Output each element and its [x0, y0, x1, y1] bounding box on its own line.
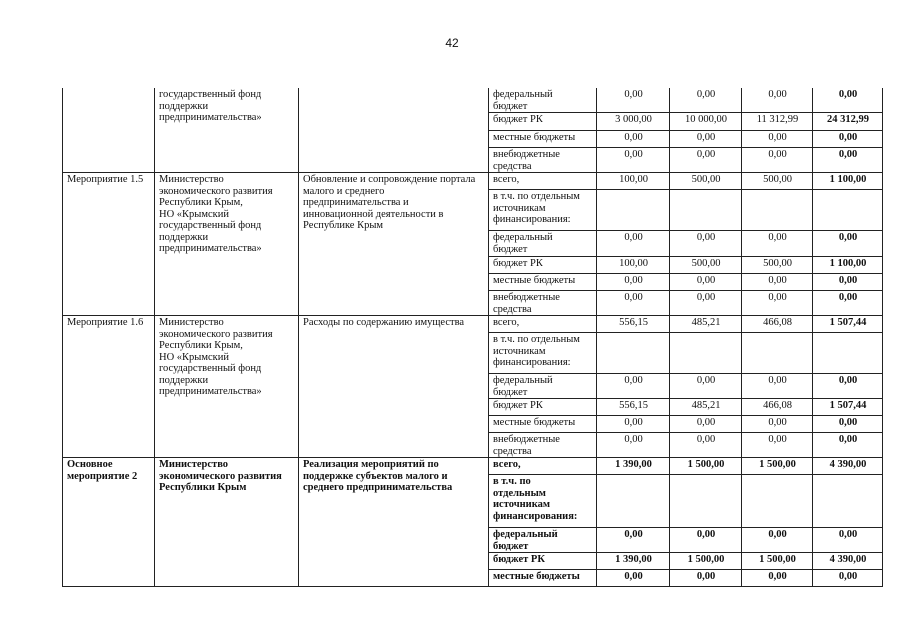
cell-value: 100,00 — [597, 173, 670, 190]
cell-value: 500,00 — [742, 173, 813, 190]
cell-value: 1 500,00 — [742, 553, 813, 570]
cell-source: местные бюджеты — [489, 570, 597, 587]
cell-value: 0,00 — [597, 528, 670, 553]
cell-source: местные бюджеты — [489, 131, 597, 148]
cell-value — [742, 333, 813, 374]
cell-value: 1 500,00 — [670, 458, 742, 475]
cell-total — [813, 190, 883, 231]
cell-source: федеральный бюджет — [489, 528, 597, 553]
cell-total: 0,00 — [813, 374, 883, 399]
cell-value: 0,00 — [742, 148, 813, 173]
table-row — [63, 458, 883, 475]
cell-total: 0,00 — [813, 416, 883, 433]
cell-total: 1 507,44 — [813, 399, 883, 416]
cell-value: 1 500,00 — [670, 553, 742, 570]
cell-source: местные бюджеты — [489, 416, 597, 433]
cell-value — [670, 475, 742, 528]
budget-table — [62, 88, 883, 587]
cell-source: федеральный бюджет — [489, 374, 597, 399]
cell-source: бюджет РК — [489, 399, 597, 416]
cell-value: 500,00 — [670, 257, 742, 274]
cell-value: 10 000,00 — [670, 113, 742, 131]
cell-total: 0,00 — [813, 291, 883, 316]
cell-total: 4 390,00 — [813, 458, 883, 475]
cell-total: 0,00 — [813, 131, 883, 148]
cell-source: местные бюджеты — [489, 274, 597, 291]
cell-source: в т.ч. по отдельным источникам финансирования: — [489, 190, 597, 231]
cell-value: 0,00 — [670, 416, 742, 433]
table-row — [63, 316, 883, 333]
cell-total: 0,00 — [813, 433, 883, 458]
cell-value: 0,00 — [670, 528, 742, 553]
cell-source: внебюджетные средства — [489, 148, 597, 173]
cell-value: 0,00 — [597, 88, 670, 113]
cell-value: 0,00 — [597, 416, 670, 433]
cell-total: 0,00 — [813, 274, 883, 291]
cell-value — [742, 190, 813, 231]
cell-executor: Министерство экономического развития Республики Крым, НО «Крымский государственный фонд поддержки предпринимательства» — [155, 173, 299, 316]
cell-value — [670, 190, 742, 231]
cell-total: 1 507,44 — [813, 316, 883, 333]
cell-source: в т.ч. по отдельным источникам финансирования: — [489, 333, 597, 374]
cell-total: 0,00 — [813, 88, 883, 113]
cell-value: 0,00 — [742, 528, 813, 553]
cell-value: 0,00 — [742, 291, 813, 316]
cell-total: 1 100,00 — [813, 257, 883, 274]
cell-value: 0,00 — [597, 374, 670, 399]
cell-total: 0,00 — [813, 570, 883, 587]
cell-value: 0,00 — [742, 433, 813, 458]
cell-value — [742, 475, 813, 528]
cell-value: 0,00 — [742, 374, 813, 399]
cell-activity: Мероприятие 1.5 — [63, 173, 155, 316]
cell-source: всего, — [489, 173, 597, 190]
cell-executor: государственный фонд поддержки предпринимательства» — [155, 88, 299, 173]
cell-value: 0,00 — [597, 148, 670, 173]
cell-total — [813, 333, 883, 374]
cell-value: 0,00 — [597, 433, 670, 458]
cell-value: 1 500,00 — [742, 458, 813, 475]
cell-executor: Министерство экономического развития Республики Крым, НО «Крымский государственный фонд поддержки предпринимательства» — [155, 316, 299, 458]
cell-value — [670, 333, 742, 374]
cell-value: 100,00 — [597, 257, 670, 274]
cell-value: 0,00 — [670, 374, 742, 399]
cell-value: 556,15 — [597, 399, 670, 416]
cell-value: 0,00 — [670, 88, 742, 113]
cell-value: 466,08 — [742, 316, 813, 333]
cell-value: 466,08 — [742, 399, 813, 416]
cell-value: 1 390,00 — [597, 458, 670, 475]
cell-total: 24 312,99 — [813, 113, 883, 131]
cell-value: 0,00 — [670, 131, 742, 148]
cell-name — [299, 88, 489, 173]
cell-value: 0,00 — [742, 274, 813, 291]
cell-executor: Министерство экономического развития Республики Крым — [155, 458, 299, 587]
cell-value: 485,21 — [670, 399, 742, 416]
cell-total: 0,00 — [813, 231, 883, 257]
cell-value: 0,00 — [670, 291, 742, 316]
cell-value: 0,00 — [742, 416, 813, 433]
cell-value: 3 000,00 — [597, 113, 670, 131]
cell-value — [597, 333, 670, 374]
cell-value: 0,00 — [670, 231, 742, 257]
cell-value: 0,00 — [742, 231, 813, 257]
cell-value: 0,00 — [597, 570, 670, 587]
cell-source: бюджет РК — [489, 553, 597, 570]
table-row — [63, 88, 883, 113]
cell-total: 0,00 — [813, 528, 883, 553]
cell-value — [597, 190, 670, 231]
cell-source: внебюджетные средства — [489, 433, 597, 458]
cell-value: 1 390,00 — [597, 553, 670, 570]
cell-source: в т.ч. по отдельным источникам финансирования: — [489, 475, 597, 528]
cell-value: 0,00 — [670, 433, 742, 458]
cell-value: 0,00 — [742, 88, 813, 113]
cell-value — [597, 475, 670, 528]
cell-value: 0,00 — [670, 570, 742, 587]
cell-activity — [63, 88, 155, 173]
cell-value: 0,00 — [597, 131, 670, 148]
cell-value: 0,00 — [597, 274, 670, 291]
cell-total: 0,00 — [813, 148, 883, 173]
cell-name: Обновление и сопровождение портала малого и среднего предпринимательства и инновационной деятельности в Республике Крым — [299, 173, 489, 316]
cell-total — [813, 475, 883, 528]
cell-total: 1 100,00 — [813, 173, 883, 190]
cell-name: Расходы по содержанию имущества — [299, 316, 489, 458]
cell-value: 0,00 — [742, 131, 813, 148]
cell-source: бюджет РК — [489, 257, 597, 274]
cell-value: 0,00 — [742, 570, 813, 587]
cell-value: 500,00 — [742, 257, 813, 274]
cell-source: внебюджетные средства — [489, 291, 597, 316]
cell-value: 485,21 — [670, 316, 742, 333]
cell-source: всего, — [489, 458, 597, 475]
cell-value: 0,00 — [670, 148, 742, 173]
cell-value: 500,00 — [670, 173, 742, 190]
cell-source: федеральный бюджет — [489, 88, 597, 113]
cell-source: всего, — [489, 316, 597, 333]
cell-value: 556,15 — [597, 316, 670, 333]
cell-source: федеральный бюджет — [489, 231, 597, 257]
cell-value: 0,00 — [597, 291, 670, 316]
cell-name: Реализация мероприятий по поддержке субъектов малого и среднего предпринимательства — [299, 458, 489, 587]
cell-value: 0,00 — [670, 274, 742, 291]
cell-source: бюджет РК — [489, 113, 597, 131]
table-row — [63, 173, 883, 190]
cell-total: 4 390,00 — [813, 553, 883, 570]
cell-activity: Основное мероприятие 2 — [63, 458, 155, 587]
cell-activity: Мероприятие 1.6 — [63, 316, 155, 458]
page-number: 42 — [445, 36, 459, 50]
cell-value: 11 312,99 — [742, 113, 813, 131]
cell-value: 0,00 — [597, 231, 670, 257]
